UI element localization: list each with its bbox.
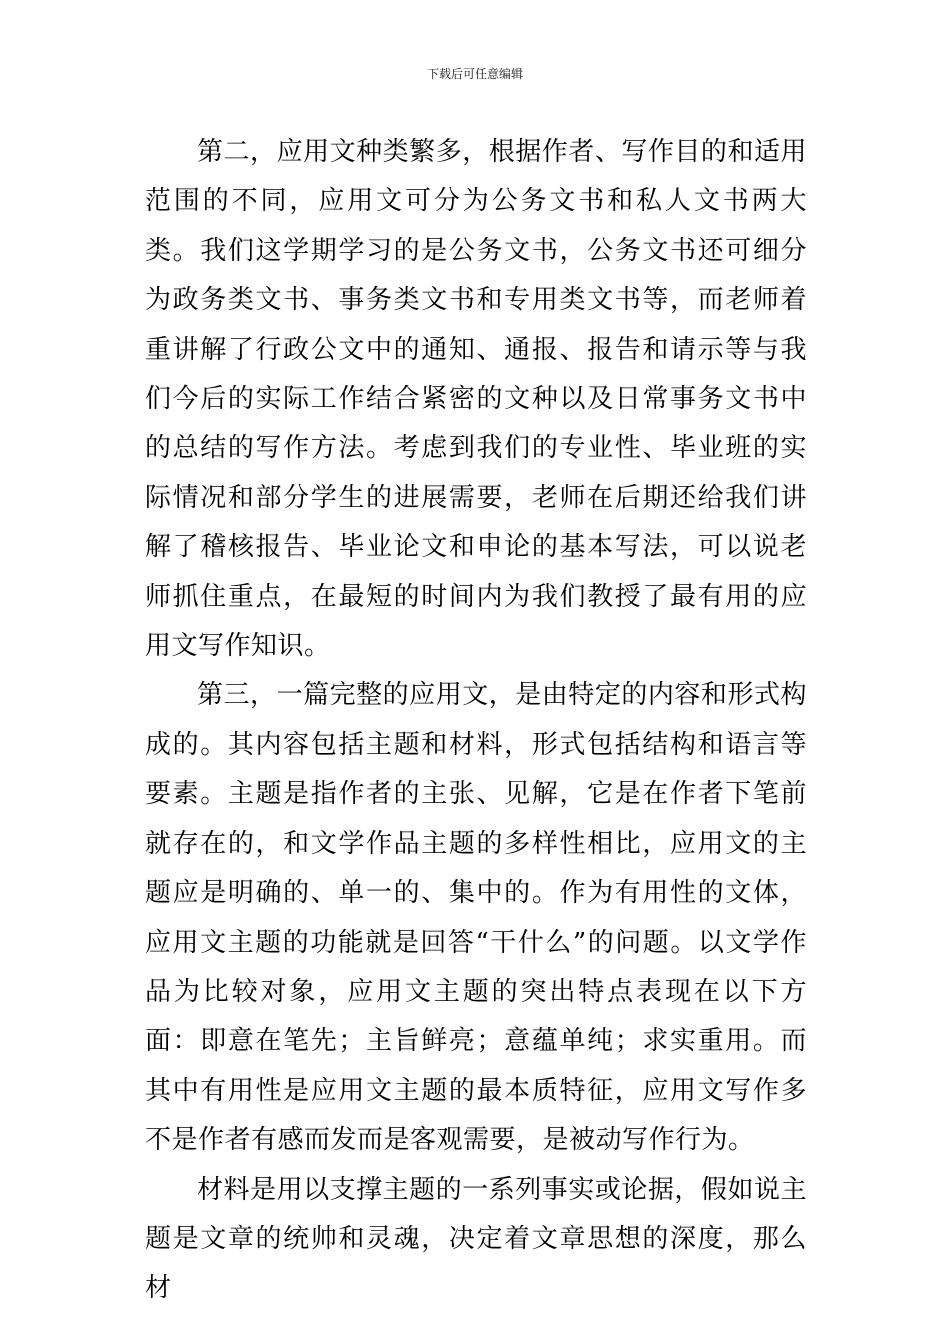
paragraph-material: 材料是用以支撑主题的一系列事实或论据，假如说主题是文章的统帅和灵魂，决定着文章思想的深度，那么材 <box>145 1174 807 1304</box>
document-body <box>145 128 807 1314</box>
paragraph-second: 第二，应用文种类繁多，根据作者、写作目的和适用范围的不同，应用文可分为公务文书和私人文书两大类。我们这学期学习的是公务文书，公务文书还可细分为政务类文书、事务类文书和专用类文书等，而老师着重讲解了行政公文中的通知、通报、报告和请示等与我们今后的实际工作结合紧密的文种以及日常事务文书中的总结的写作方法。考虑到我们的专业性、毕业班的实际情况和部分学生的进展需要，老师在后期还给我们讲解了稽核报告、毕业论文和申论的基本写法，可以说老师抓住重点，在最短的时间内为我们教授了最有用的应用文写作知识。 <box>145 137 807 662</box>
page-header: 下载后可任意编辑 <box>426 67 523 81</box>
paragraph-third: 第三，一篇完整的应用文，是由特定的内容和形式构成的。其内容包括主题和材料，形式包括结构和语言等要素。主题是指作者的主张、见解，它是在作者下笔前就存在的，和文学作品主题的多样性相比，应用文的主题应是明确的、单一的、集中的。作为有用性的文体，应用文主题的功能就是回答“干什么”的问题。以文学作品为比较对象，应用文主题的突出特点表现在以下方面：即意在笔先；主旨鲜亮；意蕴单纯；求实重用。而其中有用性是应用文主题的最本质特征，应用文写作多不是作者有感而发而是客观需要，是被动写作行为。 <box>145 680 807 1156</box>
